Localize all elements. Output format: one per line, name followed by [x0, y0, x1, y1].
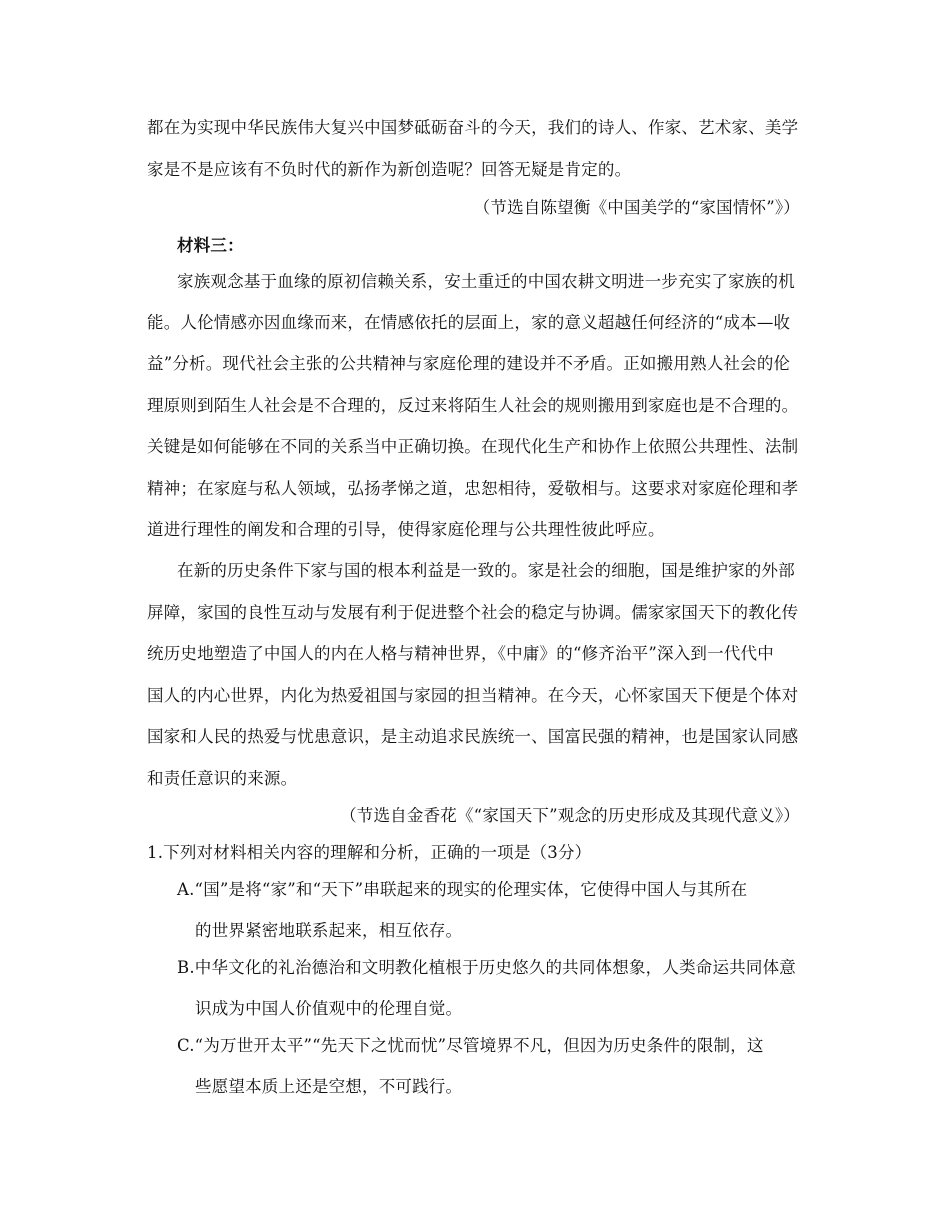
paragraph-line: 统历史地塑造了中国人的内在人格与精神世界，《中庸》的“修齐治平”深入到一代代中: [147, 644, 774, 663]
option-a: A.“国”是将“家”和“天下”串联起来的现实的伦理实体，它使得中国人与其所在: [177, 880, 748, 899]
paragraph-line: 国家和人民的热爱与忧患意识，是主动追求民族统一、国富民强的精神，也是国家认同感: [147, 727, 799, 746]
paragraph-line: 国人的内心世界，内化为热爱祖国与家园的担当精神。在今天，心怀家国天下便是个体对: [147, 686, 799, 705]
paragraph-line: 关键是如何能够在不同的关系当中正确切换。在现代化生产和协作上依照公共理性、法制: [147, 437, 799, 456]
section-heading: 材料三：: [177, 236, 244, 255]
text-line: 家是不是应该有不负时代的新作为新创造呢？回答无疑是肯定的。: [147, 160, 632, 179]
paragraph-line: 精神；在家庭与私人领域，弘扬孝悌之道，忠恕相待，爱敬相与。这要求对家庭伦理和孝: [147, 479, 799, 498]
option-c-continuation: 些愿望本质上还是空想，不可践行。: [195, 1077, 463, 1096]
paragraph-line: 益”分析。现代社会主张的公共精神与家庭伦理的建设并不矛盾。正如搬用熟人社会的伦: [147, 354, 791, 373]
source-citation: （节选自陈望衡《中国美学的“家国情怀”》）: [473, 198, 800, 217]
paragraph-line: 理原则到陌生人社会是不合理的，反过来将陌生人社会的规则搬用到家庭也是不合理的。: [147, 396, 799, 415]
option-b-continuation: 识成为中国人价值观中的伦理自觉。: [195, 999, 463, 1018]
paragraph-line: 和责任意识的来源。: [147, 769, 298, 788]
text-line: 都在为实现中华民族伟大复兴中国梦砥砺奋斗的今天，我们的诗人、作家、艺术家、美学: [147, 118, 799, 137]
option-c: C.“为万世开太平”“先天下之忧而忧”尽管境界不凡，但因为历史条件的限制，这: [177, 1036, 764, 1055]
paragraph-line: 道进行理性的阐发和合理的引导，使得家庭伦理与公共理性彼此呼应。: [147, 520, 665, 539]
paragraph-line: 能。人伦情感亦因血缘而来，在情感依托的层面上，家的意义超越任何经济的“成本—收: [147, 313, 791, 332]
paragraph-line: 在新的历史条件下家与国的根本利益是一致的。家是社会的细胞，国是维护家的外部: [177, 561, 795, 580]
question-stem: 1.下列对材料相关内容的理解和分析，正确的一项是（3分）: [147, 843, 592, 862]
paragraph-line: 家族观念基于血缘的原初信赖关系，安土重迁的中国农耕文明进一步充实了家族的机: [177, 272, 795, 291]
option-b: B.中华文化的礼治德治和文明教化植根于历史悠久的共同体想象，人类命运共同体意: [177, 958, 796, 977]
option-a-continuation: 的世界紧密地联系起来，相互依存。: [195, 921, 463, 940]
paragraph-line: 屏障，家国的良性互动与发展有利于促进整个社会的稳定与协调。儒家家国天下的教化传: [147, 603, 799, 622]
source-citation: （节选自金香花《“家国天下”观念的历史形成及其现代意义》）: [340, 806, 800, 825]
